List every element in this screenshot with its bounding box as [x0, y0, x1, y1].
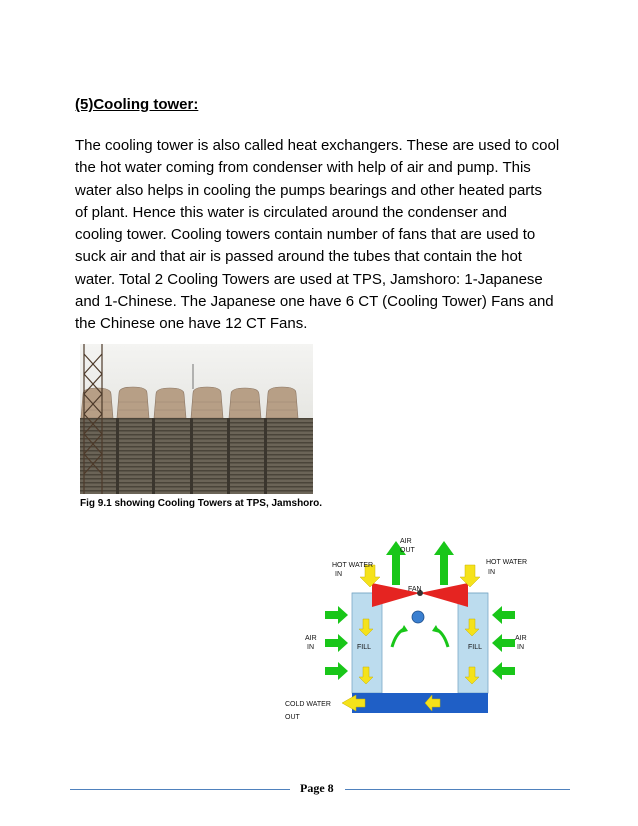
- paragraph-line: cooling tower. Cooling towers contain number of fans that are used to: [75, 226, 536, 244]
- footer-rule-right: [345, 789, 570, 790]
- label-air-in-left-2: IN: [307, 644, 314, 651]
- paragraph-line: the hot water coming from condenser with help of air and pump. This: [75, 159, 531, 177]
- label-cold-water-2: OUT: [285, 714, 300, 721]
- body-paragraph: [75, 135, 575, 336]
- paragraph-line: water also helps in cooling the pumps bearings and other heated parts: [75, 181, 542, 199]
- label-fill-left: FILL: [357, 644, 372, 651]
- label-fill-right: FILL: [468, 644, 483, 651]
- section-heading: (5)Cooling tower:: [75, 96, 199, 113]
- label-air-in-left-1: AIR: [305, 635, 317, 642]
- label-hot-water-left-1: HOT WATER: [332, 562, 374, 569]
- figure-caption: Fig 9.1 showing Cooling Towers at TPS, Jamshoro.: [80, 498, 323, 509]
- label-hot-water-right-1: HOT WATER: [486, 559, 528, 566]
- paragraph-line: and 1-Chinese. The Japanese one have 6 CT (Cooling Tower) Fans and: [75, 293, 554, 311]
- paragraph-line: suck air and that air is passed around the tubes that contain the hot: [75, 248, 522, 266]
- paragraph-line: The cooling tower is also called heat exchangers. These are used to cool: [75, 137, 560, 154]
- label-air-in-right-1: AIR: [515, 635, 527, 642]
- label-air-out-1: AIR: [400, 538, 412, 545]
- label-hot-water-left-2: IN: [335, 571, 342, 578]
- cooling-tower-diagram: [280, 535, 550, 735]
- label-hot-water-right-2: IN: [488, 569, 495, 576]
- footer-rule-left: [70, 789, 290, 790]
- label-cold-water-1: COLD WATER: [285, 701, 331, 708]
- air-out-arrows: [386, 541, 454, 585]
- page-number: Page 8: [300, 781, 334, 795]
- paragraph-line: water. Total 2 Cooling Towers are used at TPS, Jamshoro: 1-Japanese: [75, 270, 543, 288]
- cooling-towers-photo: [80, 344, 313, 494]
- label-air-in-right-2: IN: [517, 644, 524, 651]
- label-air-out-2: OUT: [400, 547, 415, 554]
- water-basin: [352, 693, 488, 713]
- label-fan: FAN: [408, 586, 422, 593]
- pump-icon: [412, 611, 424, 623]
- paragraph-line: of plant. Hence this water is circulated around the condenser and: [75, 203, 507, 221]
- paragraph-line: the Chinese one have 12 CT Fans.: [75, 315, 308, 333]
